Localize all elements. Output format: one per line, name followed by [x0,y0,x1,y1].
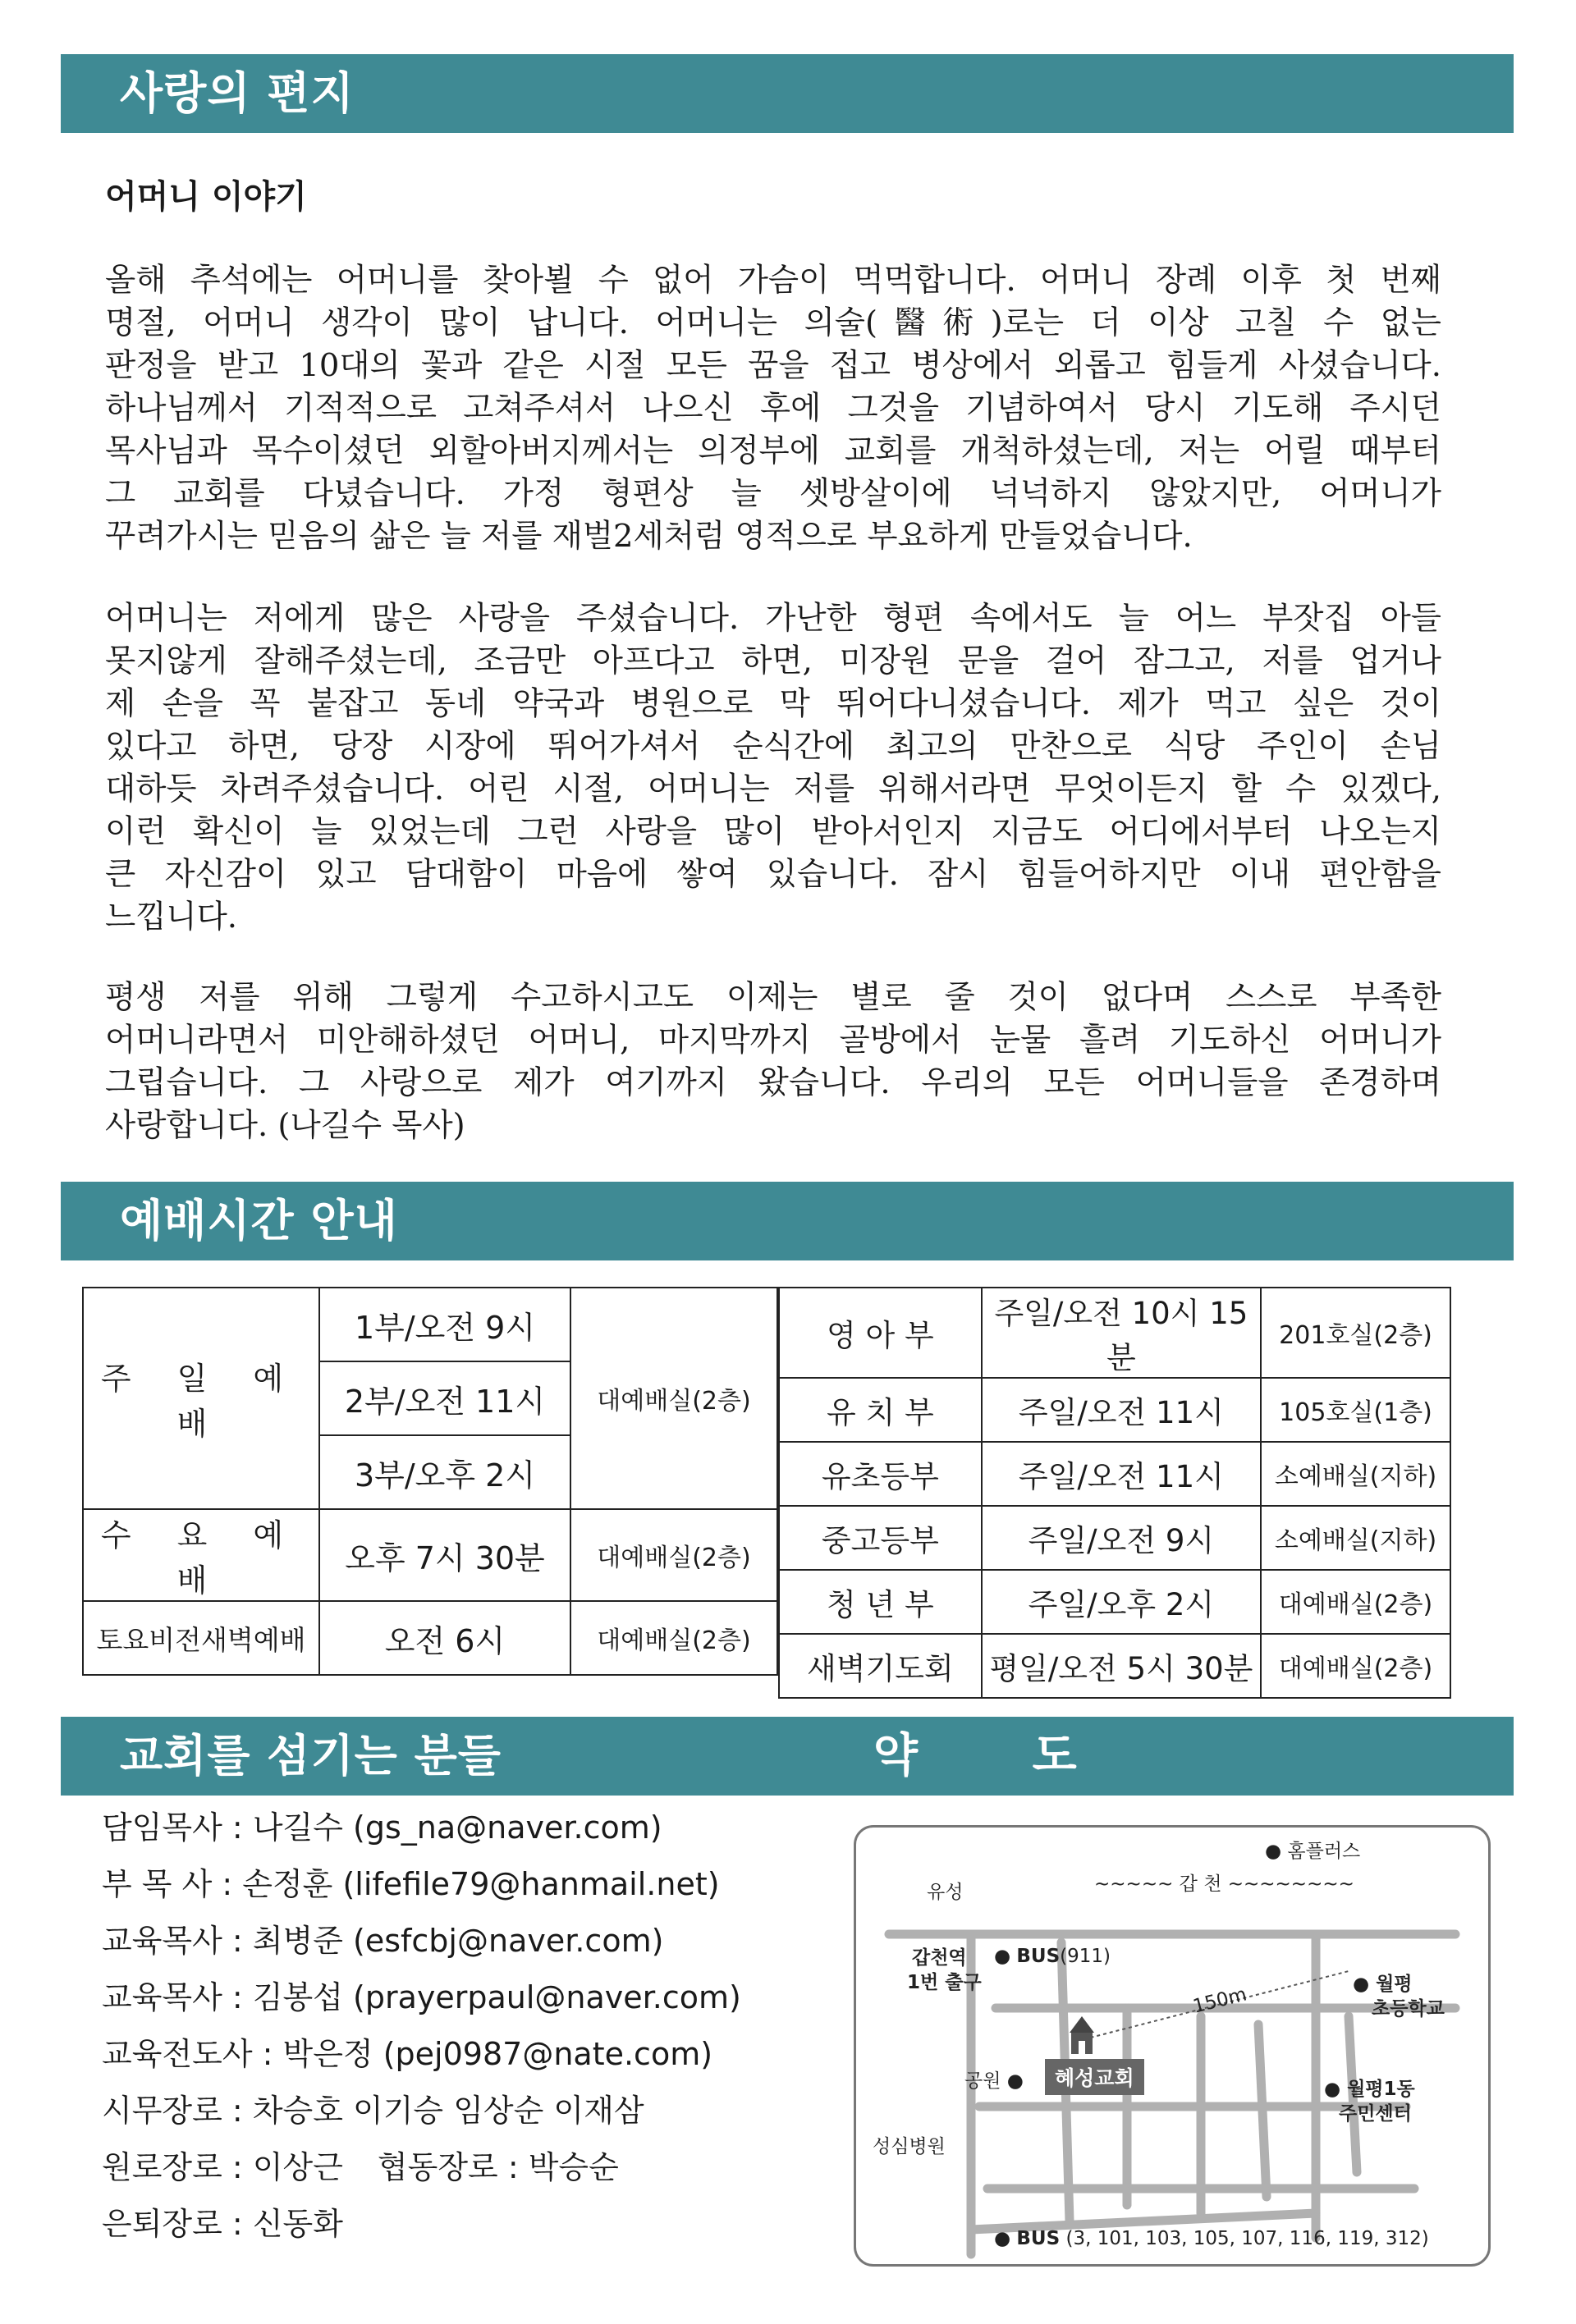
map-label-church: 혜성교회 [1045,2059,1144,2095]
letter-paragraph-2 [105,597,1441,939]
dept-place: 201호실(2층) [1261,1288,1450,1378]
dept-time: 주일/오전 9시 [982,1506,1261,1570]
dept-time: 주일/오전 10시 15분 [982,1288,1261,1378]
letter-subtitle: 어머니 이야기 [105,178,307,216]
map-label-exit: 1번 출구 [907,1972,982,1993]
text-line: 명절, 어머니 생각이 많이 납니다. 어머니는 의술(醫術)로는 더 이상 고칠 수 없는 [105,304,1441,341]
map-label-center1: ● 월평1동 [1324,2079,1415,2100]
map-label-school2: 초등학교 [1372,1998,1445,2020]
text-line: 평생 저를 위해 그렇게 수고하시고도 이제는 별로 줄 것이 없다며 스스로 부족한 [105,979,1441,1016]
worship-dept-table [778,1287,1451,1699]
worship-time: 오후 7시 30분 [319,1509,570,1601]
section-banner-staff [61,1717,1514,1796]
dept-name: 유초등부 [779,1442,982,1506]
text-line: 판정을 받고 10대의 꽃과 같은 시절 모든 꿈을 접고 병상에서 외롭고 힘들게 사셨습니다. [105,347,1441,384]
section-title-letter: 사랑의 편지 [120,67,355,119]
section-title-staff: 교회를 섬기는 분들 [120,1730,502,1782]
worship-time: 1부/오전 9시 [319,1288,570,1361]
map-label-hospital: 성심병원 [873,2136,946,2157]
text-line: 사랑합니다. (나길수 목사) [105,1107,465,1144]
text-line: 못지않게 잘해주셨는데, 조금만 아프다고 하면, 미장원 문을 걸어 잠그고, 저를 업거나 [105,643,1441,679]
map-label-river: ~~~~~ 갑 천 ~~~~~~~~ [1094,1873,1354,1895]
worship-main-table [82,1287,778,1676]
worship-time: 3부/오후 2시 [319,1435,570,1509]
worship-time: 오전 6시 [319,1601,570,1675]
text-line: 목사님과 목수이셨던 외할아버지께서는 의정부에 교회를 개척하셨는데, 저는 어릴 때부터 [105,432,1441,469]
dept-time: 주일/오전 11시 [982,1378,1261,1442]
staff-list [102,1802,741,2255]
dept-place: 소예배실(지하) [1261,1442,1450,1506]
staff-row: 은퇴장로 : 신동화 [102,2206,343,2242]
staff-row: 교육전도사 : 박은정 (pej0987@nate.com) [102,2036,713,2072]
map-label-yuseong: 유성 [927,1882,964,1903]
worship-label-wednesday: 수 요 예 배 [83,1509,319,1601]
dept-place: 대예배실(2층) [1261,1634,1450,1698]
text-line: 올해 추석에는 어머니를 찾아뵐 수 없어 가슴이 먹먹합니다. 어머니 장례 이후 첫 번째 [105,262,1441,299]
location-map [854,1825,1491,2267]
staff-row: 담임목사 : 나길수 (gs_na@naver.com) [102,1809,662,1846]
section-banner-letter [61,54,1514,133]
map-label-park: 공원 ● [964,2070,1024,2092]
map-label-distance: 150m [1190,1983,1249,2018]
text-line: 어머니는 저에게 많은 사랑을 주셨습니다. 가난한 형편 속에서도 늘 어느 부잣집 아들 [105,600,1441,637]
dept-time: 주일/오후 2시 [982,1570,1261,1634]
text-line: 제 손을 꼭 붙잡고 동네 약국과 병원으로 막 뛰어다니셨습니다. 제가 먹고 싶은 것이 [105,685,1441,722]
worship-label-sunday: 주 일 예 배 [83,1288,319,1509]
text-line: 느낍니다. [105,899,238,936]
staff-row: 교육목사 : 김봉섭 (prayerpaul@naver.com) [102,1979,741,2015]
church-icon [1061,2015,1102,2056]
worship-place: 대예배실(2층) [570,1288,777,1509]
section-title-worship: 예배시간 안내 [120,1195,398,1247]
map-label-station: 갑천역 [912,1947,967,1969]
dept-name: 영 아 부 [779,1288,982,1378]
section-banner-worship [61,1182,1514,1260]
text-line: 꾸려가시는 믿음의 삶은 늘 저를 재벌2세처럼 영적으로 부요하게 만들었습니다. [105,518,1193,555]
text-line: 있다고 하면, 당장 시장에 뛰어가셔서 순식간에 최고의 만찬으로 식당 주인이 손님 [105,728,1441,765]
staff-row: 시무장로 : 차승호 이기승 임상순 이재삼 [102,2093,644,2129]
text-line: 어머니라면서 미안해하셨던 어머니, 마지막까지 골방에서 눈물 흘려 기도하신 어머니가 [105,1022,1441,1059]
staff-row: 부 목 사 : 손정훈 (lifefile79@hanmail.net) [102,1866,720,1902]
dept-place: 105호실(1층) [1261,1378,1450,1442]
dept-name: 유 치 부 [779,1378,982,1442]
map-bus-bottom: ● BUS (3, 101, 103, 105, 107, 116, 119, 312) [994,2228,1429,2249]
worship-label-saturday: 토요비전새벽예배 [83,1601,319,1675]
text-line: 이런 확신이 늘 있었는데 그런 사랑을 많이 받아서인지 지금도 어디에서부터 나오는지 [105,813,1441,850]
dept-time: 주일/오전 11시 [982,1442,1261,1506]
dept-place: 대예배실(2층) [1261,1570,1450,1634]
letter-paragraph-3 [105,977,1441,1147]
dept-time: 평일/오전 5시 30분 [982,1634,1261,1698]
text-line: 대하듯 차려주셨습니다. 어린 시절, 어머니는 저를 위해서라면 무엇이든지 할 수 있겠다, [105,771,1441,807]
dept-place: 소예배실(지하) [1261,1506,1450,1570]
text-line: 그 교회를 다녔습니다. 가정 형편상 늘 셋방살이에 넉넉하지 않았지만, 어머니가 [105,475,1441,512]
staff-row: 교육목사 : 최병준 (esfcbj@naver.com) [102,1923,664,1959]
map-label-center2: 주민센터 [1339,2103,1412,2125]
worship-place: 대예배실(2층) [570,1509,777,1601]
section-title-map: 약 도 [873,1729,1126,1782]
staff-row: 원로장로 : 이상근 협동장로 : 박승순 [102,2149,619,2185]
map-bus-top: ● BUS(911) [994,1946,1111,1967]
dept-name: 청 년 부 [779,1570,982,1634]
map-label-school1: ● 월평 [1353,1974,1413,1995]
text-line: 큰 자신감이 있고 담대함이 마음에 쌓여 있습니다. 잠시 힘들어하지만 이내 편안함을 [105,856,1441,893]
worship-time: 2부/오전 11시 [319,1361,570,1435]
worship-place: 대예배실(2층) [570,1601,777,1675]
text-line: 그립습니다. 그 사랑으로 제가 여기까지 왔습니다. 우리의 모든 어머니들을 존경하며 [105,1064,1441,1101]
text-line: 하나님께서 기적적으로 고쳐주셔서 나으신 후에 그것을 기념하여서 당시 기도해 주시던 [105,390,1441,427]
dept-name: 새벽기도회 [779,1634,982,1698]
dept-name: 중고등부 [779,1506,982,1570]
map-label-homeplus: ● 홈플러스 [1265,1841,1361,1862]
letter-paragraph-1 [105,259,1441,558]
